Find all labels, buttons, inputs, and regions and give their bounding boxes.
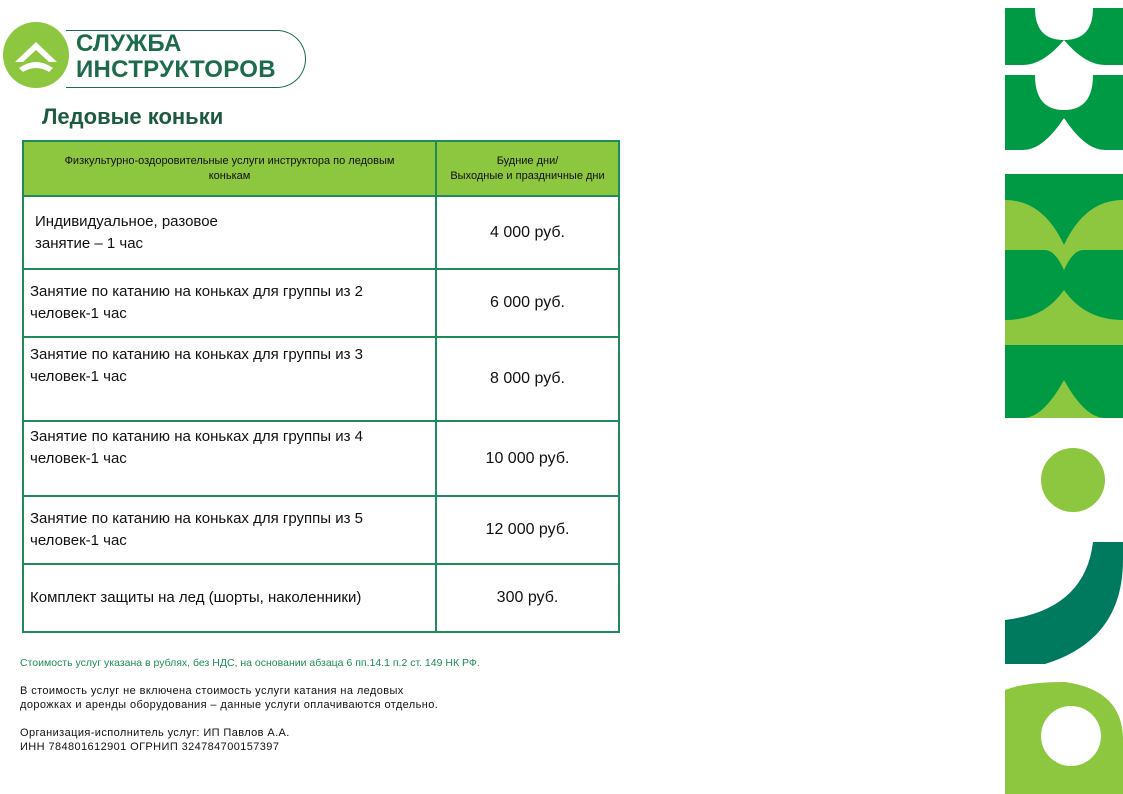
chevron-shape [1005, 8, 1123, 65]
table-row [23, 421, 619, 496]
row-desc: Занятие по катанию на коньках для группы из 2 человек-1 час [23, 269, 436, 337]
row-price: 12 000 руб. [436, 496, 619, 564]
row-price: 8 000 руб. [436, 337, 619, 421]
brand-name [76, 31, 276, 83]
page-title: Ледовые коньки [42, 104, 224, 129]
header-service: Физкультурно-оздоровительные услуги инструктора по ледовым конькам [23, 141, 436, 196]
row-desc: Комплект защиты на лед (шорты, наколенники) [23, 564, 436, 632]
row-desc: Занятие по катанию на коньках для группы из 5 человек-1 час [23, 496, 436, 564]
row-price: 300 руб. [436, 564, 619, 632]
row-price: 6 000 руб. [436, 269, 619, 337]
chevron-shape [1005, 75, 1123, 150]
ring-hole [1041, 706, 1101, 766]
exclusion-note: В стоимость услуг не включена стоимость услуги катания на ледовых дорожках и аренды оборудования – данные услуги оплачиваются отдельно. [20, 685, 439, 711]
table-row [23, 269, 619, 337]
table-row [23, 337, 619, 421]
decorative-pattern [1005, 0, 1123, 794]
brand-line-2: ИНСТРУКТОРОВ [76, 56, 276, 83]
brand-line-1: СЛУЖБА [76, 30, 182, 57]
row-price: 10 000 руб. [436, 421, 619, 496]
vat-note: Стоимость услуг указана в рублях, без НДС, на основании абзаца 6 пп.14.1 п.2 ст. 149 НК РФ. [20, 657, 480, 669]
notes [20, 656, 480, 768]
table-row [23, 564, 619, 632]
row-desc: Занятие по катанию на коньках для группы из 3 человек-1 час [23, 337, 436, 421]
circle-shape [1041, 448, 1105, 512]
price-table [22, 140, 620, 633]
row-price: 4 000 руб. [436, 196, 619, 269]
table-row [23, 196, 619, 269]
row-desc: Индивидуальное, разовое занятие – 1 час [23, 196, 436, 269]
logo-icon [3, 22, 69, 88]
table-header-row [23, 141, 619, 196]
table-row [23, 496, 619, 564]
organization-info: Организация-исполнитель услуг: ИП Павлов А.А. ИНН 784801612901 ОГРНИП 324784700157397 [20, 727, 290, 753]
header-days: Будние дни/ Выходные и праздничные дни [436, 141, 619, 196]
arc-shape [1005, 542, 1123, 664]
row-desc: Занятие по катанию на коньках для группы из 4 человек-1 час [23, 421, 436, 496]
